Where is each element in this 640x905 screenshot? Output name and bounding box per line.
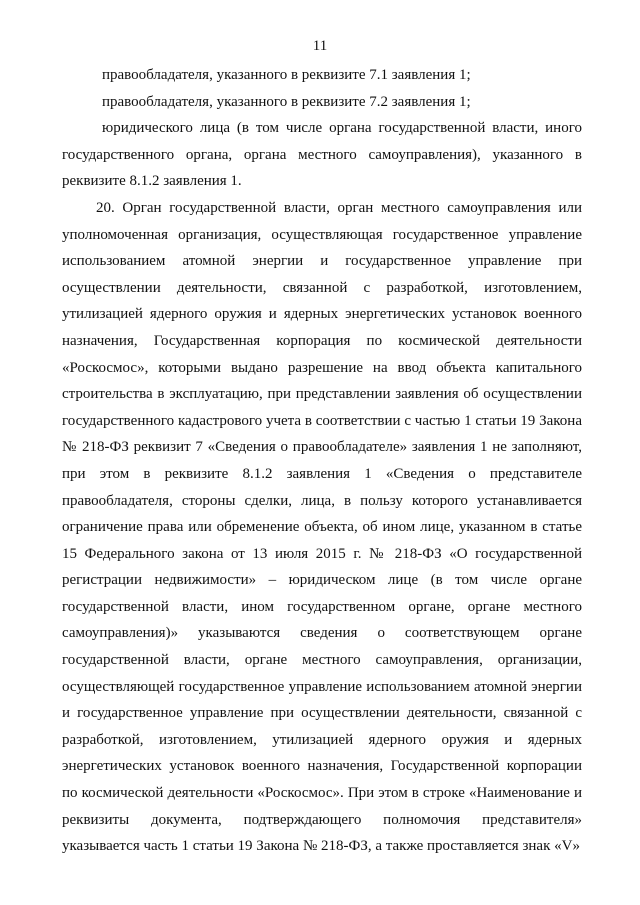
document-body bbox=[62, 62, 582, 860]
paragraph-holder-7-2: правообладателя, указанного в реквизите 7.2 заявления 1; bbox=[102, 93, 471, 110]
paragraph-item-20: 20. Орган государственной власти, орган местного самоуправления или уполномоченная организация, осуществляющая государственное управление использованием атомной энергии и государственное управление при осуществлении деятельности, связанной с разработкой, изготовлением, утилизацией ядерного оружия и ядерных энергетических установок военного назначения, Государственная корпорация по космической деятельности «Роскосмос», которыми выдано разрешение на ввод объекта капитального строительства в эксплуатацию, при представлении заявления об осуществлении государственного кадастрового учета в соответствии с частью 1 статьи 19 Закона № 218-ФЗ реквизит 7 «Сведения о правообладателе» заявления 1 не заполняют, при этом в реквизите 8.1.2 заявления 1 «Сведения о представителе правообладателя, стороны сделки, лица, в пользу которого устанавливается ограничение права или обременение объекта, об ином лице, указанном в статье 15 Федерального закона от 13 июля 2015 г. № 218-ФЗ «О государственной регистрации недвижимости» – юридическом лице (в том числе органе государственной власти, ином государственном органе, органе местного самоуправления)» указываются сведения о соответствующем органе государственной власти, органе местного самоуправления, организации, осуществляющей государственное управление использованием атомной энергии и государственное управление при осуществлении деятельности, связанной с разработкой, изготовлением, утилизацией ядерного оружия и ядерных энергетических установок военного назначения, Государственной корпорации по космической деятельности «Роскосмос». При этом в строке «Наименование и реквизиты документа, подтверждающего полномочия представителя» указывается часть 1 статьи 19 Закона № 218-ФЗ, а также проставляется знак «V» bbox=[62, 199, 582, 855]
paragraph-legal-entity: юридического лица (в том числе органа государственной власти, иного государственного органа, органа местного самоуправления), указанного в реквизите 8.1.2 заявления 1. bbox=[62, 120, 582, 190]
page-number: 11 bbox=[312, 38, 328, 54]
paragraph-holder-7-1: правообладателя, указанного в реквизите 7.1 заявления 1; bbox=[102, 67, 471, 83]
